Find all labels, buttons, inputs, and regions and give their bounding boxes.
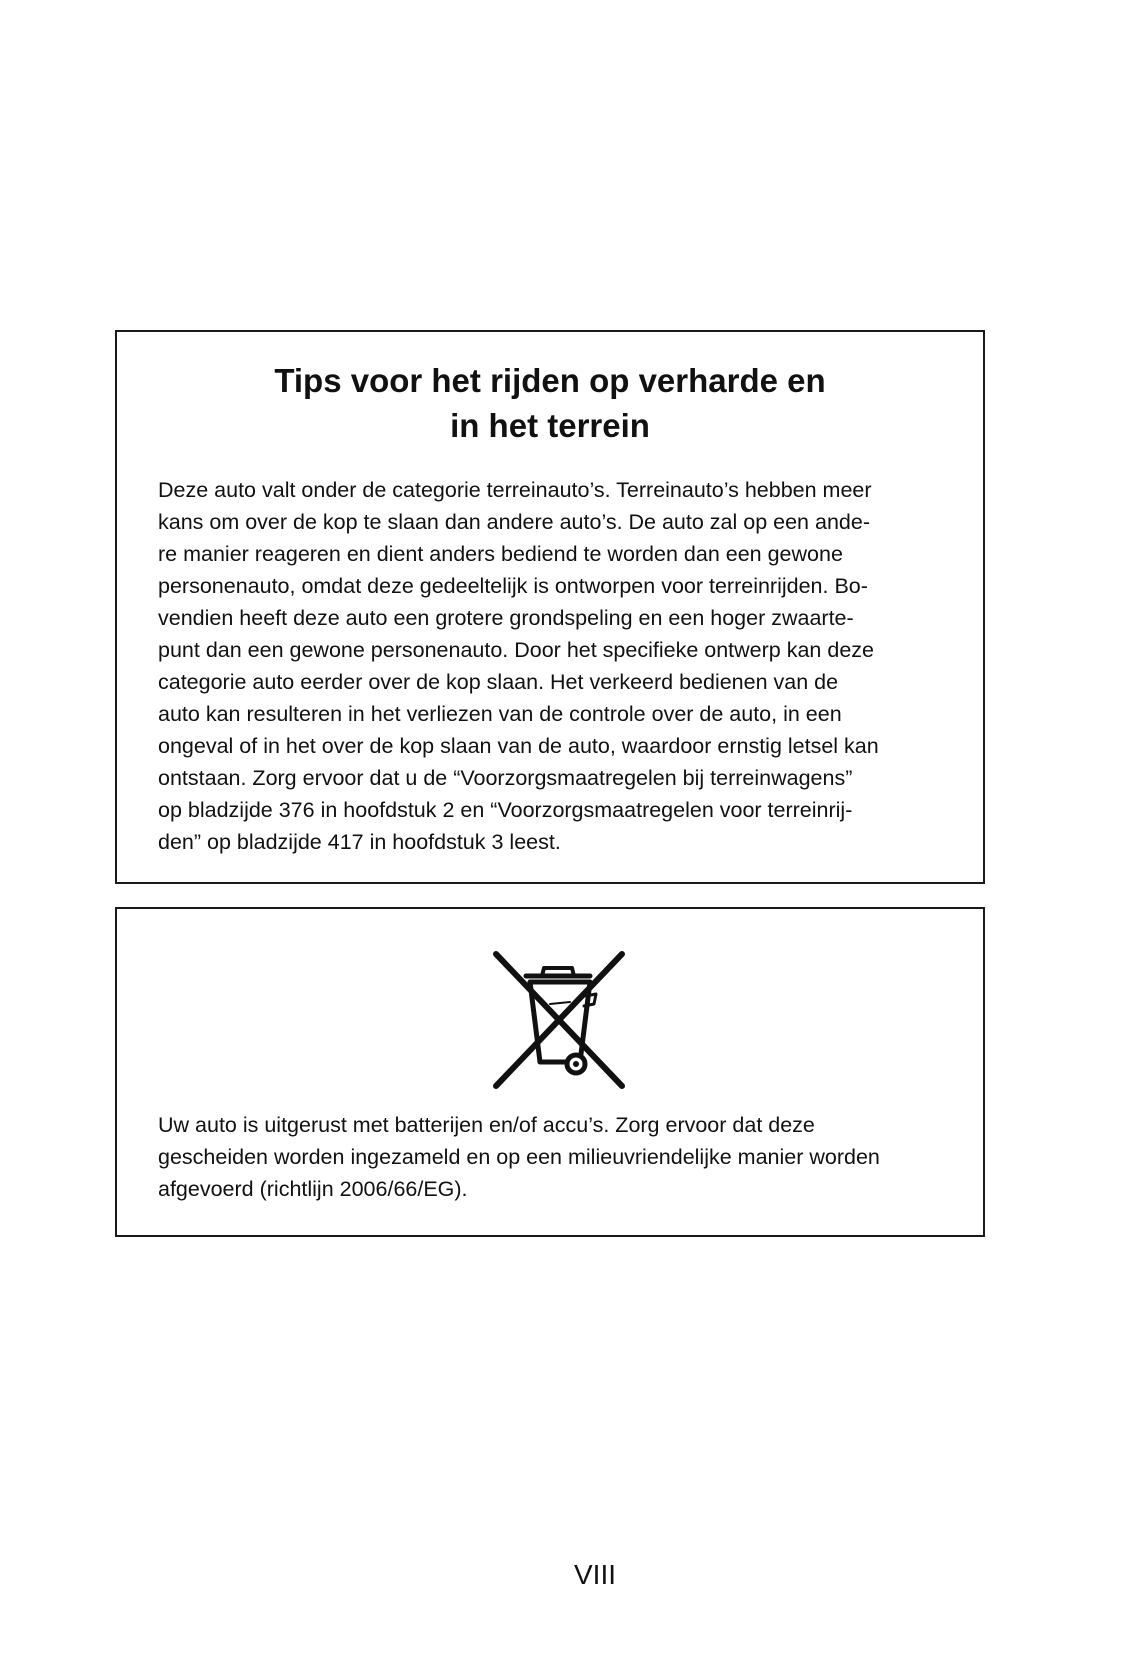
tips-title-line: Tips voor het rijden op verharde en — [274, 362, 826, 399]
tips-text-line: ongeval of in het over de kop slaan van de auto, waardoor ernstig letsel kan — [158, 734, 879, 758]
tips-box — [115, 330, 985, 884]
tips-text-line: ontstaan. Zorg ervoor dat u de “Voorzorgsmaatregelen bij terreinwagens” — [158, 766, 853, 790]
tips-text-line: personenauto, omdat deze gedeeltelijk is ontworpen voor terreinrijden. Bo- — [158, 574, 868, 598]
tips-text-line: punt dan een gewone personenauto. Door het specifieke ontwerp kan deze — [158, 638, 874, 662]
battery-text-line: gescheiden worden ingezameld en op een milieuvriendelijke manier worden — [158, 1145, 880, 1169]
tips-text-line: op bladzijde 376 in hoofdstuk 2 en “Voorzorgsmaatregelen voor terreinrij- — [158, 798, 853, 822]
tips-text-line: auto kan resulteren in het verliezen van de controle over de auto, in een — [158, 702, 842, 726]
page-number: VIII — [573, 1559, 616, 1590]
tips-text-line: Deze auto valt onder de categorie terreinauto’s. Terreinauto’s hebben meer — [158, 478, 872, 502]
crossed-out-wheelie-bin-icon — [482, 944, 634, 1096]
tips-title-line: in het terrein — [450, 407, 650, 444]
tips-text-line: kans om over de kop te slaan dan andere auto’s. De auto zal op een ande- — [158, 510, 870, 534]
tips-title — [117, 358, 983, 448]
tips-text-line: re manier reageren en dient anders bediend te worden dan een gewone — [158, 542, 843, 566]
battery-paragraph — [158, 1109, 953, 1205]
tips-text-line: den” op bladzijde 417 in hoofdstuk 3 leest. — [158, 830, 561, 854]
tips-text-line: vendien heeft deze auto een grotere grondspeling en een hoger zwaarte- — [158, 606, 854, 630]
battery-text-line: afgevoerd (richtlijn 2006/66/EG). — [158, 1177, 468, 1201]
tips-paragraph — [158, 474, 953, 858]
battery-disposal-box — [115, 907, 985, 1237]
tips-text-line: categorie auto eerder over de kop slaan. Het verkeerd bedienen van de — [158, 670, 839, 694]
battery-text-line: Uw auto is uitgerust met batterijen en/of accu’s. Zorg ervoor dat deze — [158, 1113, 815, 1137]
